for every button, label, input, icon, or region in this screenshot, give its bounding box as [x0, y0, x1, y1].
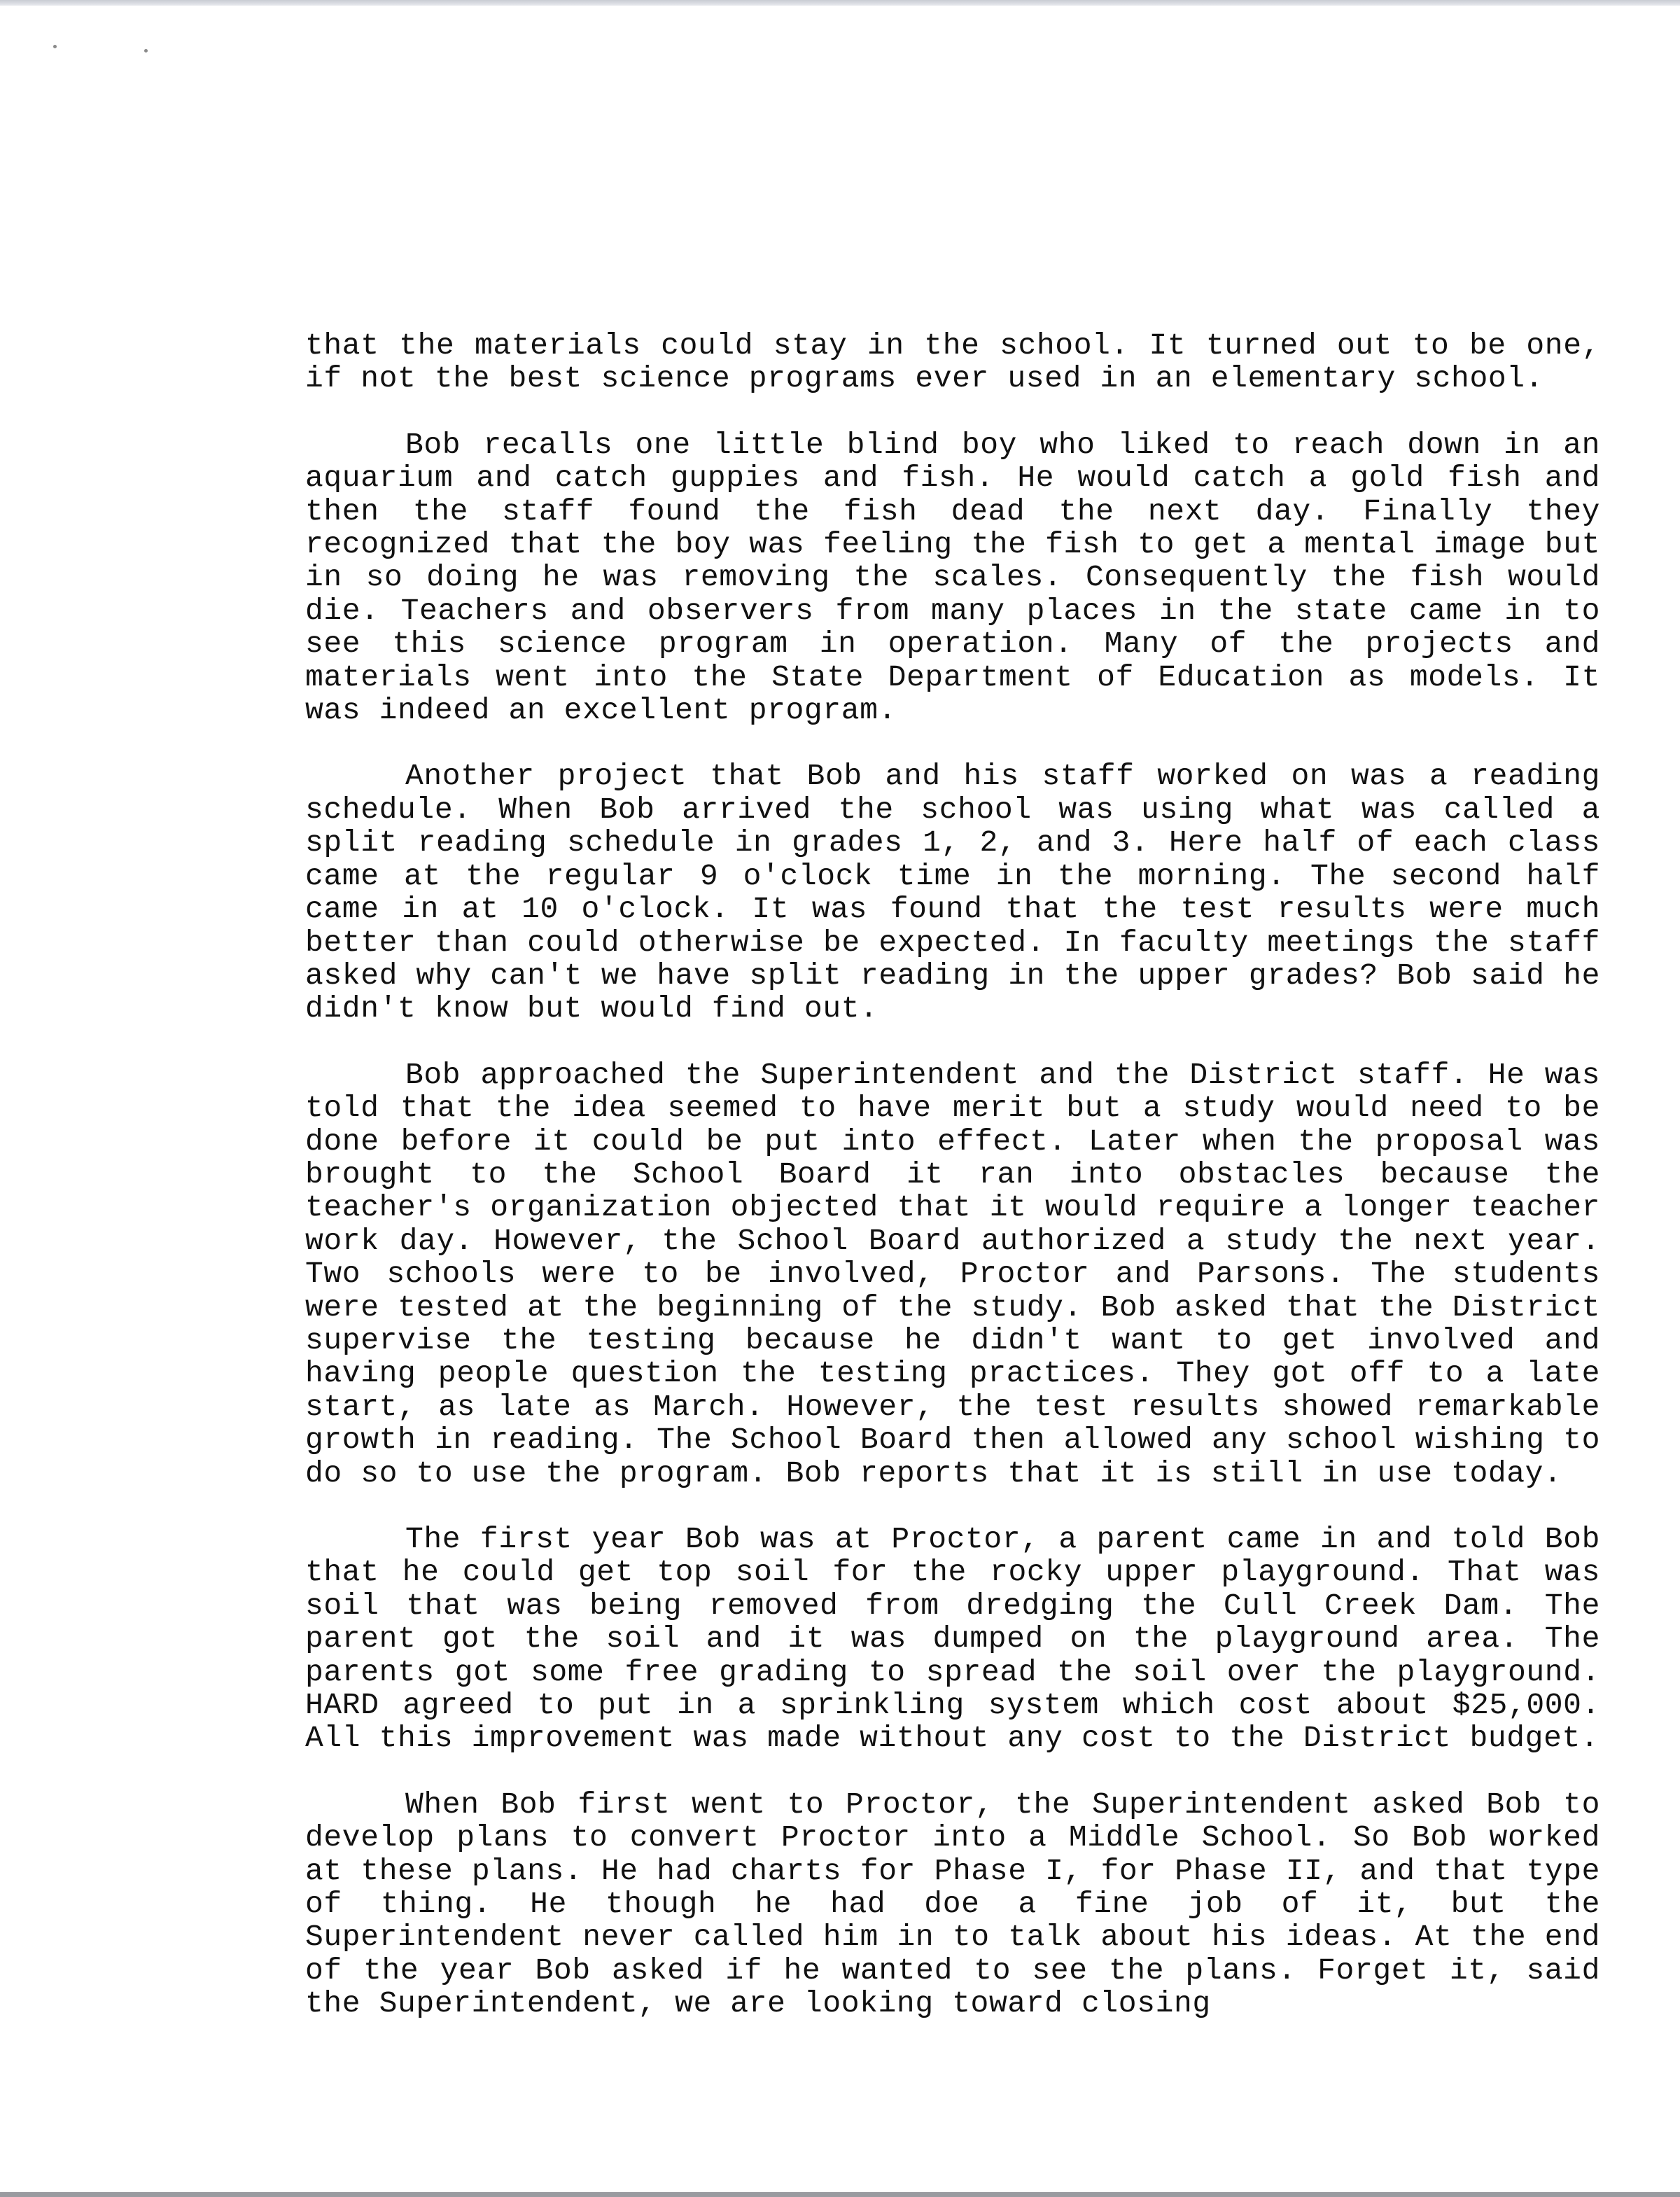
paragraph: The first year Bob was at Proctor, a parent came in and told Bob that he could get top soil for the rocky upper playground. That was soil that was being removed from dredging the Cull Creek Dam. The parent got the soil and it was dumped on the playground area. The parents got some free grading to spread the soil over the playground. HARD agreed to put in a sprinkling system which cost about $25,000. All this improvement was made without any cost to the District budget. [305, 1522, 1600, 1756]
paragraph: Bob approached the Superintendent and the District staff. He was told that the idea seemed to have merit but a study would need to be done before it could be put into effect. Later when the proposal was brought to the School Board it ran into obstacles because the teacher's organization objected that it would require a longer teacher work day. However, the School Board authorized a study the next year. Two schools were to be involved, Proctor and Parsons. The students were tested at the beginning of the study. Bob asked that the District supervise the testing because he didn't want to get involved and having people question the testing practices. They got off to a late start, as late as March. However, the test results showed remarkable growth in reading. The School Board then allowed any school wishing to do so to use the program. Bob reports that it is still in use today. [305, 1057, 1600, 1491]
paragraph: Bob recalls one little blind boy who liked to reach down in an aquarium and catch guppies and fish. He would catch a gold fish and then the staff found the fish dead the next day. Finally they recognized that the boy was feeling the fish to get a mental image but in so doing he was removing the scales. Consequently the fish would die. Teachers and observers from many places in the state came in to see this science program in operation. Many of the projects and materials went into the State Department of Education as models. It was indeed an excellent program. [305, 427, 1600, 728]
paragraph: When Bob first went to Proctor, the Superintendent asked Bob to develop plans to convert Proctor into a Middle School. So Bob worked at these plans. He had charts for Phase I, for Phase II, and that type of thing. He though he had doe a fine job of it, but the Superintendent never called him in to talk about his ideas. At the end of the year Bob asked if he wanted to see the plans. Forget it, said the Superintendent, we are looking toward closing [305, 1787, 1600, 2021]
scan-bottom-edge [0, 2192, 1680, 2197]
scan-speck [144, 49, 148, 53]
scan-top-edge [0, 0, 1680, 6]
scan-speck [53, 45, 57, 48]
body-text [305, 329, 1600, 2053]
paragraph: that the materials could stay in the school. It turned out to be one, if not the best science programs ever used in an elementary school. [305, 328, 1600, 396]
paragraph: Another project that Bob and his staff worked on was a reading schedule. When Bob arrived the school was using what was called a split reading schedule in grades 1, 2, and 3. Here half of each class came at the regular 9 o'clock time in the morning. The second half came in at 10 o'clock. It was found that the test results were much better than could otherwise be expected. In faculty meetings the staff asked why can't we have split reading in the upper grades? Bob said he didn't know but would find out. [305, 759, 1600, 1026]
